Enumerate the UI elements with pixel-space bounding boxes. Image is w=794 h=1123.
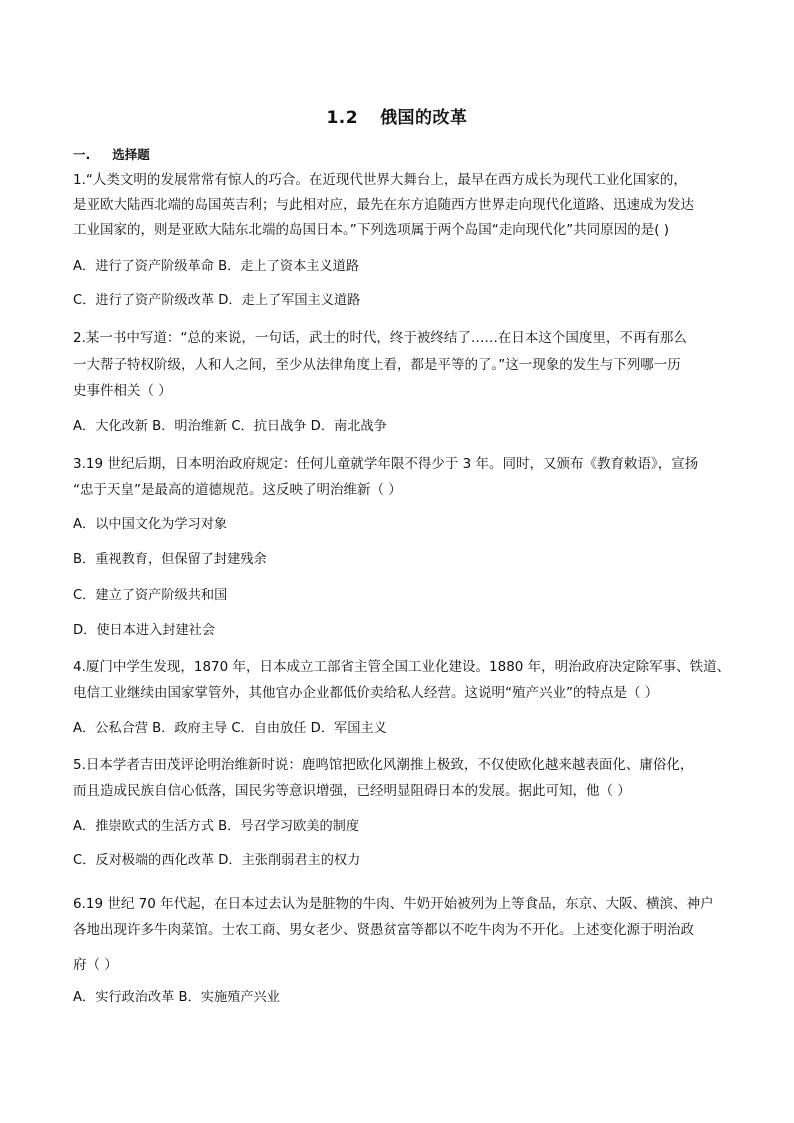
question-text-line: 6.19 世纪 70 年代起，在日本过去认为是脏物的牛肉、牛奶开始被列为上等食品，东京、大阪、横滨、神户: [73, 896, 714, 912]
option-line: A．推崇欧式的生活方式 B．号召学习欧美的制度: [73, 819, 360, 834]
question-text-line: 电信工业继续由国家掌管外，其他官办企业都低价卖给私人经营。这说明“殖产兴业”的特点是（ ）: [73, 685, 659, 701]
question-text-line: 各地出现许多牛肉菜馆。士农工商、男女老少、贤愚贫富等都以不吃牛肉为不开化。上述变化源于明治政: [73, 922, 694, 938]
question-text-line: 2.某一书中写道：“总的来说，一句话，武士的时代，终于被终结了……在日本这个国度里，不再有那么: [73, 330, 687, 346]
section-number: 一.: [73, 147, 91, 162]
title-text: 俄国的改革: [380, 108, 468, 128]
option-line: C．建立了资产阶级共和国: [73, 588, 228, 603]
option-line: A．以中国文化为学习对象: [73, 517, 228, 532]
option-line: C．反对极端的西化改革 D．主张削弱君主的权力: [73, 853, 361, 868]
option-line: A．实行政治改革 B．实施殖产兴业: [73, 990, 280, 1005]
question-text-line: 史事件相关（ ）: [73, 383, 172, 399]
question-text-line: 1.“人类文明的发展常常有惊人的巧合。在近现代世界大舞台上，最早在西方成长为现代工业化国家的，: [73, 172, 687, 188]
section-header: [73, 145, 150, 163]
question-text-line: 是亚欧大陆西北端的岛国英吉利；与此相对应，最先在东方追随西方世界走向现代化道路、迅速成为发达: [73, 197, 694, 213]
question-text-line: 府（ ）: [73, 957, 118, 973]
question-text-line: 工业国家的，则是亚欧大陆东北端的岛国日本。”下列选项属于两个岛国“走向现代化”共同原因的是( ): [73, 222, 670, 238]
page-title: [0, 103, 794, 128]
question-text-line: 一大帮子特权阶级，人和人之间，至少从法律角度上看，都是平等的了。”这一现象的发生与下列哪一历: [73, 357, 681, 373]
option-line: A．公私合营 B．政府主导 C．自由放任 D．军国主义: [73, 721, 387, 736]
question-text-line: 4.厦门中学生发现，1870 年，日本成立工部省主管全国工业化建设。1880 年，明治政府决定除军事、铁道、: [73, 659, 731, 675]
title-number: 1.2: [326, 108, 359, 128]
option-line: B．重视教育，但保留了封建残余: [73, 552, 267, 567]
option-line: C．进行了资产阶级改革 D．走上了军国主义道路: [73, 293, 361, 308]
option-line: A．大化改新 B．明治维新 C．抗日战争 D．南北战争: [73, 419, 387, 434]
question-text-line: 而且造成民族自信心低落，国民劣等意识增强，已经明显阻碍日本的发展。据此可知，他（ ）: [73, 783, 631, 799]
question-text-line: “忠于天皇”是最高的道德规范。这反映了明治维新（ ）: [73, 482, 402, 498]
option-line: D．使日本进入封建社会: [73, 623, 216, 638]
question-text-line: 3.19 世纪后期，日本明治政府规定：任何儿童就学年限不得少于 3 年。同时，又颁布《教育敕语》，宣扬: [73, 456, 699, 472]
question-text-line: 5.日本学者吉田茂评论明治维新时说：鹿鸣馆把欧化风潮推上极致，不仅使欧化越来越表面化、庸俗化，: [73, 757, 694, 773]
section-label: 选择题: [112, 147, 150, 162]
option-line: A．进行了资产阶级革命 B．走上了资本主义道路: [73, 259, 360, 274]
